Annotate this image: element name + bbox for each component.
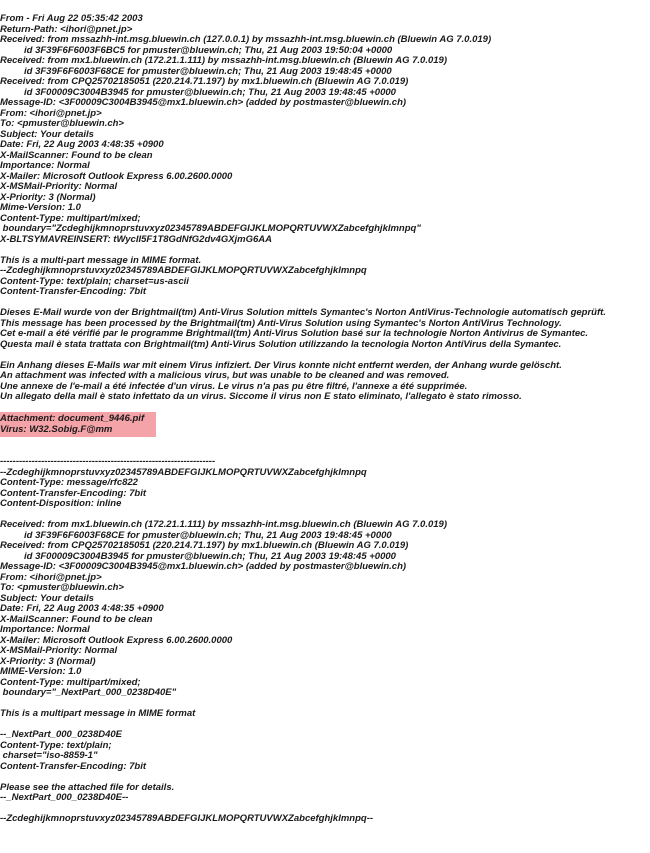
attachment-line: Attachment: document_9446.pif: [0, 414, 145, 424]
header-line: id 3F00009C3004B3945 for pmuster@bluewin.ch; Thu, 21 Aug 2003 19:48:45 +0000: [24, 87, 396, 98]
header-line: X-MailScanner: Found to be clean: [0, 150, 153, 161]
message-line: This is a multipart message in MIME format: [0, 709, 196, 719]
header-line: Message-ID: <3F00009C3004B3945@mx1.bluewin.ch> (added by postmaster@bluewin.ch): [0, 98, 407, 108]
message-line: Content-Type: text/plain;: [0, 740, 112, 751]
header-line: X-Priority: 3 (Normal): [0, 192, 96, 203]
message-line: X-Mailer: Microsoft Outlook Express 6.00.2600.0000: [0, 635, 233, 646]
message-line: charset="iso-8859-1": [0, 751, 98, 761]
message-line: --------------------------------------------------------------------: [0, 457, 216, 467]
forwarded-message-block: [0, 436, 650, 825]
message-line: [0, 804, 650, 815]
message-line: boundary="_NextPart_000_0238D40E": [0, 688, 177, 698]
header-line: To: <pmuster@bluewin.ch>: [0, 119, 124, 129]
message-line: [0, 699, 650, 710]
header-line: Cet e-mail a été vérifié par le programme Brightmail(tm) Anti-Virus Solution basé sur la technologie Norton Antivirus de Symantec.: [0, 329, 589, 339]
header-line: Received: from mssazhh-int.msg.bluewin.ch (127.0.0.1) by mssazhh-int.msg.bluewin.ch (Bluewin AG 7.0.019): [0, 35, 492, 45]
header-line: Content-Type: text/plain; charset=us-ascii: [0, 276, 189, 287]
message-line: Content-Type: multipart/mixed;: [0, 677, 141, 688]
message-line: id 3F39F6F6003F68CE for pmuster@bluewin.ch; Thu, 21 Aug 2003 19:48:45 +0000: [24, 530, 392, 541]
header-line: This is a multi-part message in MIME format.: [0, 255, 202, 266]
header-line: Ein Anhang dieses E-Mails war mit einem Virus infiziert. Der Virus konnte nicht entfernt werden, der Anhang wurde gelöscht.: [0, 360, 562, 371]
header-line: Un allegato della mail è stato infettato da un virus. Siccome il virus non È stato eliminato, l'allegato è stato rimosso.: [0, 392, 522, 402]
message-line: --_NextPart_000_0238D40E: [0, 730, 122, 740]
message-line: From: <ihori@pnet.jp>: [0, 572, 102, 583]
message-line: To: <pmuster@bluewin.ch>: [0, 583, 124, 593]
header-line: [0, 350, 650, 361]
header-line: Questa mail è stata trattata con Brightmail(tm) Anti-Virus Solution utilizzando la tecnologia Norton AntiVirus della Symantec.: [0, 339, 562, 350]
message-line: Subject: Your details: [0, 593, 94, 604]
message-line: Importance: Normal: [0, 625, 90, 635]
header-line: Content-Type: multipart/mixed;: [0, 213, 141, 224]
message-line: --Zcdeghijkmnoprstuvxyz02345789ABDEFGIJKLMOPQRTUVWXZabcefghjklmnpq: [0, 467, 367, 478]
header-line: Content-Transfer-Encoding: 7bit: [0, 287, 147, 297]
message-line: id 3F00009C3004B3945 for pmuster@bluewin.ch; Thu, 21 Aug 2003 19:48:45 +0000: [24, 551, 396, 562]
message-line: Content-Disposition: inline: [0, 499, 122, 509]
header-line: [0, 298, 650, 309]
message-line: [0, 720, 650, 731]
header-line: Une annexe de l'e-mail a été infectée d'un virus. Le virus n'a pas pu être filtré, l'annexe a été supprimée.: [0, 381, 468, 392]
header-line: X-Mailer: Microsoft Outlook Express 6.00.2600.0000: [0, 171, 233, 182]
header-line: Subject: Your details: [0, 129, 94, 140]
message-line: Content-Transfer-Encoding: 7bit: [0, 761, 147, 772]
header-line: Return-Path: <ihori@pnet.jp>: [0, 24, 133, 35]
message-line: Received: from CPQ25702185051 (220.214.71.197) by mx1.bluewin.ch (Bluewin AG 7.0.019): [0, 541, 409, 551]
header-line: --Zcdeghijkmnoprstuvxyz02345789ABDEFGIJKLMOPQRTUVWXZabcefghjklmnpq: [0, 266, 367, 276]
header-line: X-BLTSYMAVREINSERT: tWycII5F1T8GdNfG2dv4GXjmG6AA: [0, 234, 273, 245]
header-line: This message has been processed by the Brightmail(tm) Anti-Virus Solution using Symantec's Norton AntiVirus Technology.: [0, 318, 562, 329]
attachment-line: Virus: W32.Sobig.F@mm: [0, 424, 113, 435]
message-line: Message-ID: <3F00009C3004B3945@mx1.bluewin.ch> (added by postmaster@bluewin.ch): [0, 562, 407, 572]
header-line: boundary="Zcdeghijkmnoprstuvxyz02345789ABDEFGIJKLMOPQRTUVWXZabcefghjklmnpq": [0, 224, 421, 234]
message-line: X-MSMail-Priority: Normal: [0, 646, 118, 656]
header-line: X-MSMail-Priority: Normal: [0, 182, 118, 192]
email-headers-block: [0, 14, 650, 413]
message-line: [0, 510, 650, 521]
message-line: --Zcdeghijkmnoprstuvxyz02345789ABDEFGIJKLMOPQRTUVWXZabcefghjklmnpq--: [0, 814, 374, 824]
message-line: Date: Fri, 22 Aug 2003 4:48:35 +0900: [0, 604, 164, 614]
message-line: [0, 772, 650, 783]
header-line: Date: Fri, 22 Aug 2003 4:48:35 +0900: [0, 140, 164, 150]
message-line: --_NextPart_000_0238D40E--: [0, 793, 129, 803]
header-line: id 3F39F6F6003F68CE for pmuster@bluewin.ch; Thu, 21 Aug 2003 19:48:45 +0000: [24, 66, 392, 77]
header-line: Received: from mx1.bluewin.ch (172.21.1.111) by mssazhh-int.msg.bluewin.ch (Bluewin AG 7.0.019): [0, 56, 447, 66]
message-line: X-Priority: 3 (Normal): [0, 656, 96, 667]
email-source-document: [0, 14, 650, 825]
message-line: Please see the attached file for details.: [0, 782, 175, 793]
message-line: X-MailScanner: Found to be clean: [0, 614, 153, 625]
header-line: From - Fri Aug 22 05:35:42 2003: [0, 14, 143, 24]
message-line: Content-Type: message/rfc822: [0, 478, 138, 488]
message-line: [0, 447, 650, 458]
message-line: [0, 436, 650, 447]
header-line: From: <ihori@pnet.jp>: [0, 108, 102, 119]
header-line: Dieses E-Mail wurde von der Brightmail(tm) Anti-Virus Solution mittels Symantec's Norton AntiVirus-Technologie automatisch geprüft.: [0, 308, 606, 318]
header-line: Importance: Normal: [0, 161, 90, 171]
infected-attachment-notice: [0, 412, 156, 437]
header-line: Received: from CPQ25702185051 (220.214.71.197) by mx1.bluewin.ch (Bluewin AG 7.0.019): [0, 77, 409, 87]
header-line: [0, 245, 650, 256]
message-line: Content-Transfer-Encoding: 7bit: [0, 488, 147, 499]
message-line: Received: from mx1.bluewin.ch (172.21.1.111) by mssazhh-int.msg.bluewin.ch (Bluewin AG 7.0.019): [0, 520, 447, 530]
header-line: Mime-Version: 1.0: [0, 203, 81, 213]
header-line: id 3F39F6F6003F6BC5 for pmuster@bluewin.ch; Thu, 21 Aug 2003 19:50:04 +0000: [24, 45, 393, 56]
message-line: MIME-Version: 1.0: [0, 667, 82, 677]
header-line: An attachment was infected with a malicious virus, but was unable to be cleaned and was removed.: [0, 371, 450, 381]
